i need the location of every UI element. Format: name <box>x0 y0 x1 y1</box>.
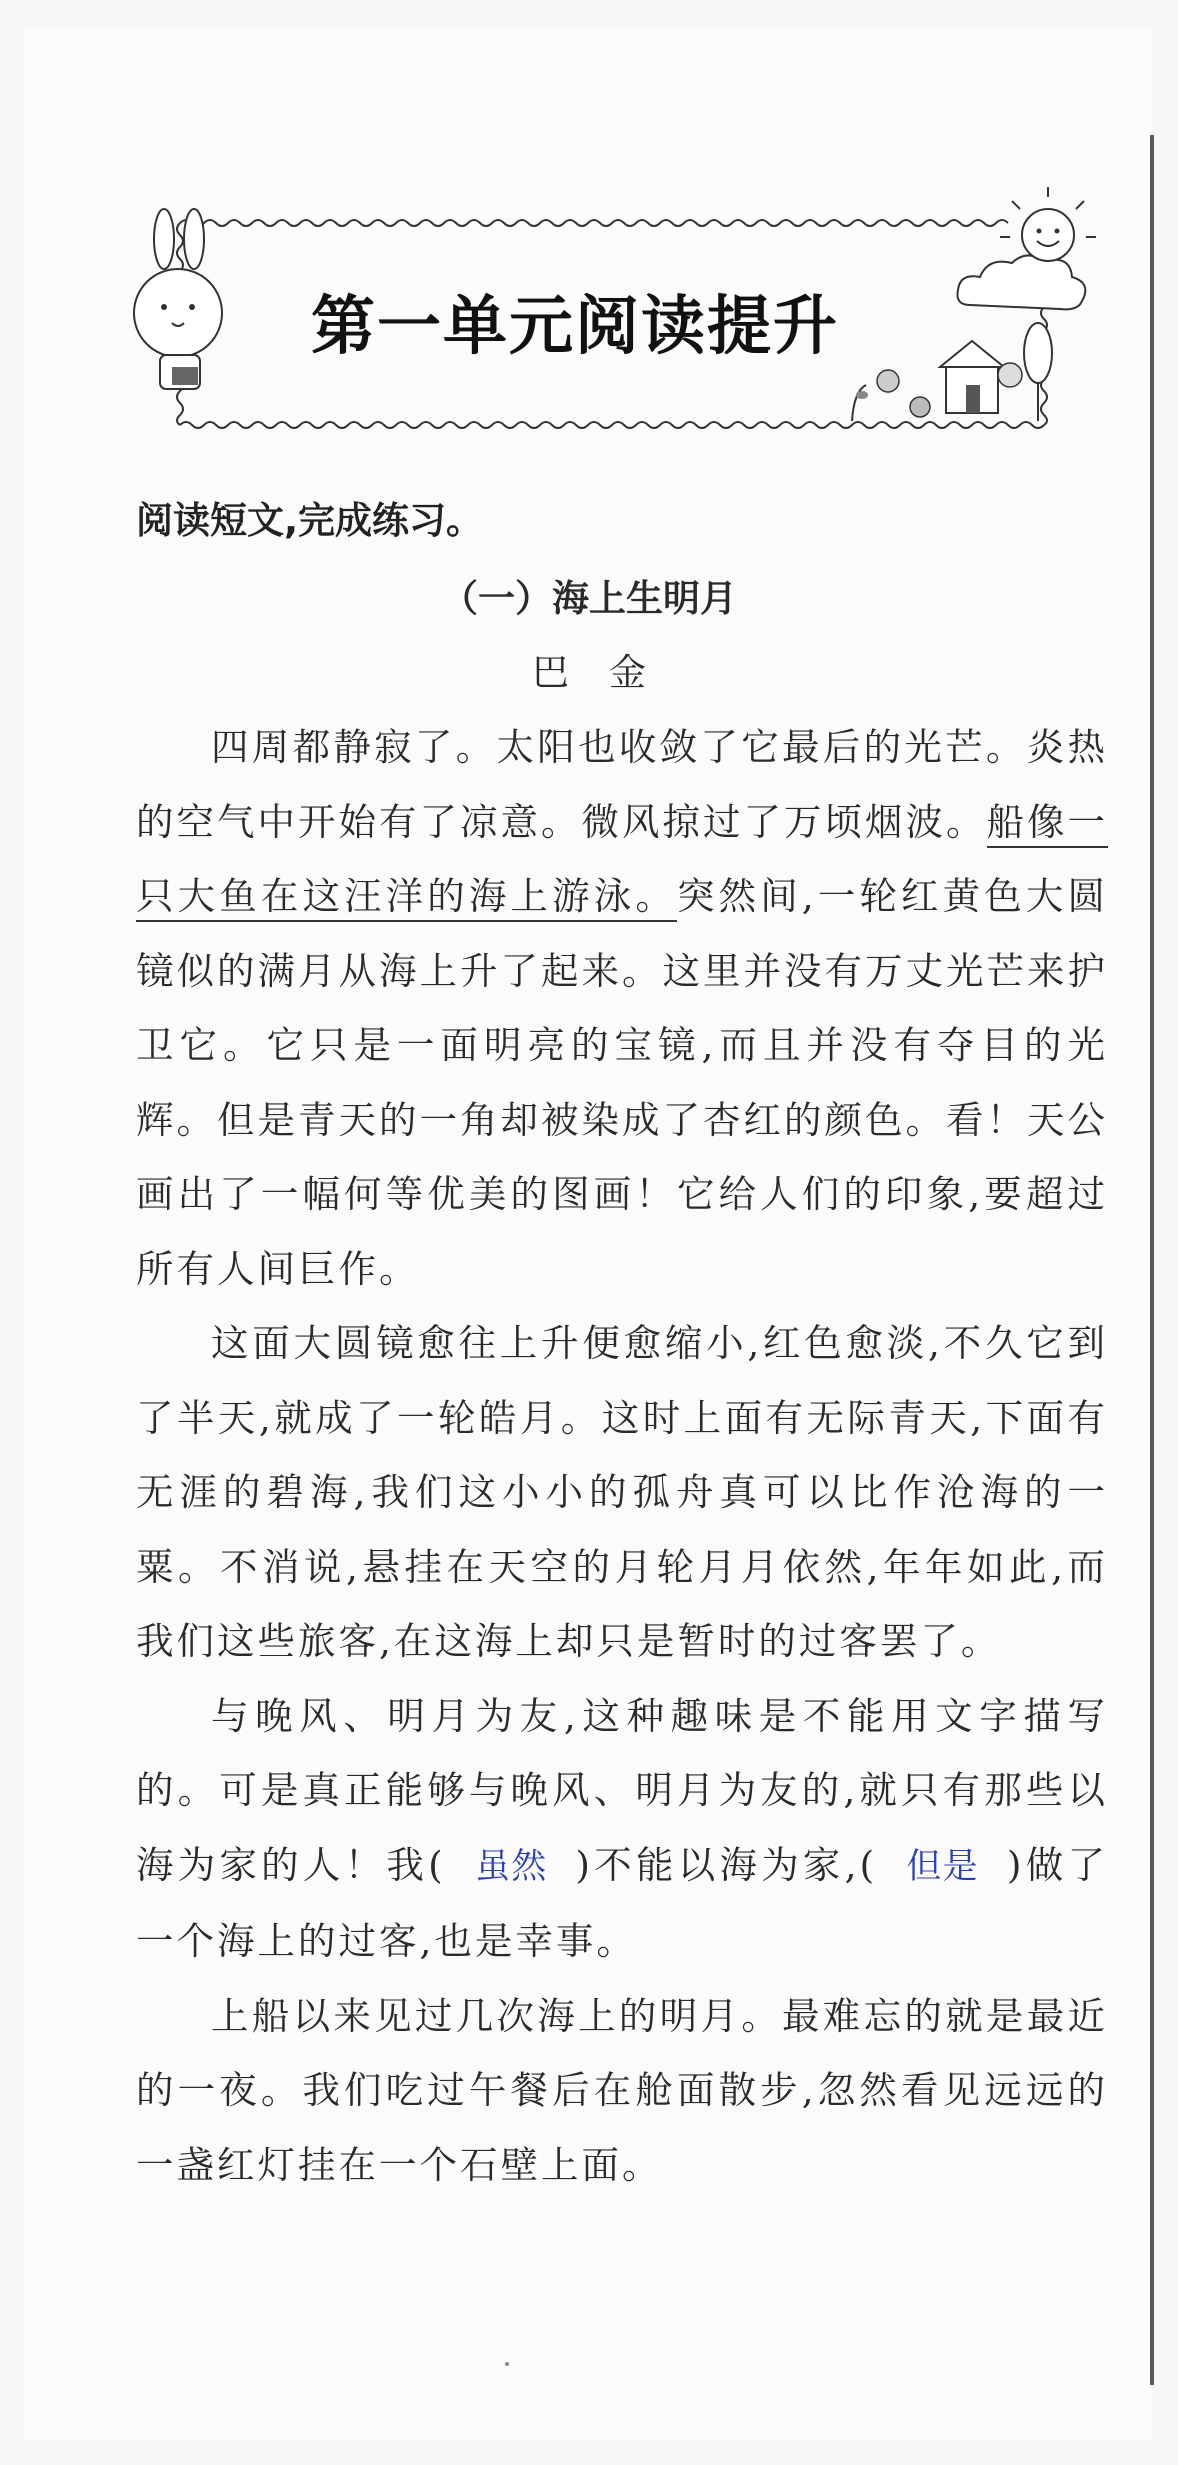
paragraph-2: 这面大圆镜愈往上升便愈缩小,红色愈淡,不久它到了半天,就成了一轮皓月。这时上面有无际青天,下面有无涯的碧海,我们这小小的孤舟真可以比作沧海的一粟。不消说,悬挂在天空的月轮月月依然,年年如此,而我们这些旅客,在这海上却只是暂时的过客罢了。 <box>136 1321 1108 1663</box>
instruction: 阅读短文,完成练习。 <box>136 499 484 542</box>
margin-rule <box>1150 135 1154 2385</box>
paragraph-4: 上船以来见过几次海上的明月。最难忘的就是最近的一夜。我们吃过午餐后在舱面散步,忽然看见远远的一盏红灯挂在一个石壁上面。 <box>136 1993 1108 2187</box>
answer-blank-2: 但是 <box>905 1846 979 1887</box>
paragraph-3 <box>136 1679 1108 1979</box>
unit-title: 第一单元阅读提升 <box>311 290 839 364</box>
paragraph-3-part2: )不能以海为家,( <box>575 1842 878 1887</box>
passage-title: （一）海上生明月 <box>441 577 737 620</box>
paragraph-1-before: 四周都静寂了。太阳也收敛了它最后的光芒。炎热的空气中开始有了凉意。微风掠过了万顷烟波。 <box>136 725 1108 844</box>
passage-author: 巴金 <box>532 651 686 694</box>
footer-dot <box>505 2362 509 2366</box>
underlined-sentence: 船像一只大鱼在这汪洋的海上游泳。 <box>136 800 1108 923</box>
answer-blank-1: 虽然 <box>473 1846 548 1887</box>
passage-body <box>136 710 1108 2202</box>
paragraph-1-after: 突然间,一轮红黄色大圆镜似的满月从海上升了起来。这里并没有万丈光芒来护卫它。它只是一面明亮的宝镜,而且并没有夺目的光辉。但是青天的一角却被染成了杏红的颜色。看！天公画出了一幅何等优美的图画！它给人们的印象,要超过所有人间巨作。 <box>136 874 1109 1291</box>
paragraph-1 <box>136 710 1108 1306</box>
paragraph-3-part3: )做了一个海上的过客,也是幸事。 <box>136 1842 1108 1963</box>
paragraph-3-part1: 与晚风、明月为友,这种趣味是不能用文字描写的。可是真正能够与晚风、明月为友的,就只有那些以海为家的人！我( <box>136 1693 1108 1887</box>
